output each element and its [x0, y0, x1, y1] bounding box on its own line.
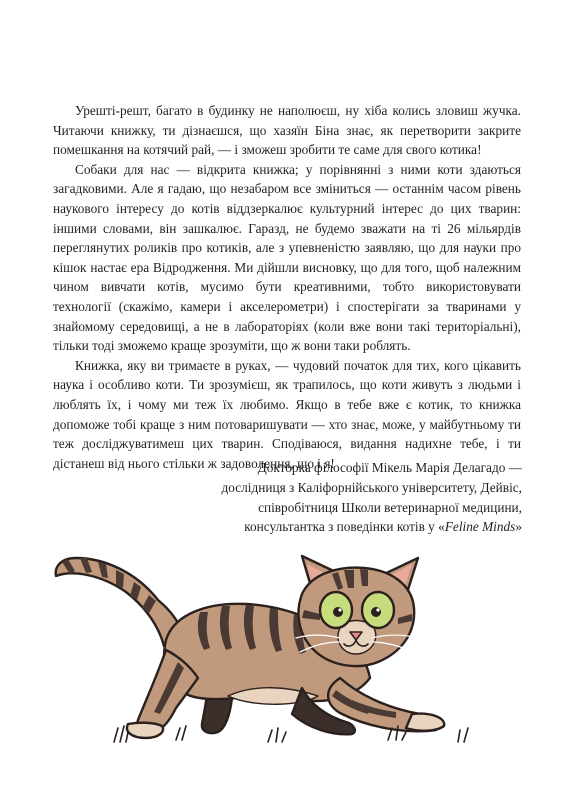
paragraph-3: Книжка, яку ви тримаєте в руках, — чудовий початок для тих, кого цікавить наука і особливо коти. Ти зрозумієш, як трапилось, що коти живуть з людьми і люблять їх, і чому ми теж їх любимо. Якщо в тебе вже є котик, то книжка допоможе тобі краще з ним потоваришувати — хто знає, може, у майбутньому ти теж досліджуватимеш цих тварин. Сподіваюся, видання надихне тебе, і ти дістанеш від нього стільки ж задоволення, що і я!: [53, 357, 521, 471]
feline-minds-title: Feline Minds: [444, 519, 516, 535]
signature-line-4-prefix: консультантка з поведінки котів у «: [244, 519, 445, 535]
cat-illustration: [40, 528, 520, 768]
signature-line-1: Докторка філософії Мікель Марія Делагадо —: [257, 460, 522, 475]
signature-line-2: дослідниця з Каліфорнійського університету, Дейвіс,: [221, 479, 522, 495]
author-signature: [122, 458, 522, 537]
cat-front-paw: [406, 714, 444, 731]
signature-line-3: співробітниця Школи ветеринарної медицини,: [258, 499, 522, 515]
cat-head: [296, 556, 418, 666]
foreword-text: [53, 101, 521, 473]
signature-line-4-suffix: »: [515, 519, 522, 535]
paragraph-1: Урешті-решт, багато в будинку не наполюєш, ну хіба колись зловиш жучка. Читаючи книжку, ти дізнаєшся, що хазяїн Біна знає, як перетворити закрите помешкання на котячий рай, — і зможеш зробити те саме для свого котика!: [53, 103, 521, 158]
cat-back-paw: [127, 723, 163, 738]
paragraph-2: Собаки для нас — відкрита книжка; у порівнянні з ними коти здаються загадковими. Але я гадаю, що незабаром все зміниться — останнім часом рівень наукового інтересу до котів віддзеркалює культурний інтерес до цих тварин: іншими словами, він зашкалює. Гаразд, не будемо зважати на ті 26 мільярдів переглянутих роликів про котиків, але з упевненістю заявляю, що для науки про кішок настає ера Відродження. Ми дійшли висновку, що для того, щоб належним чином вивчати котів, мусимо бути креативними, тобто використовувати технології (скажімо, камери і акселерометри) і спостерігати за тваринами у знайомому середовищі, а не в лабораторіях (коли вже вони такі територіальні), тільки тоді зможемо краще зрозуміти, що ж вони таки роблять.: [53, 161, 521, 354]
